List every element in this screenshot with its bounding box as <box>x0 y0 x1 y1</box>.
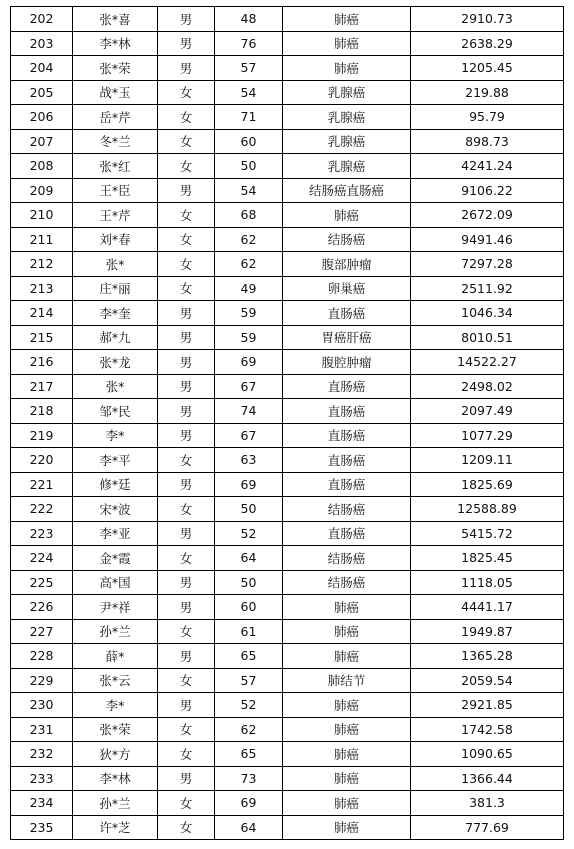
amount-cell: 1825.45 <box>411 546 564 571</box>
record-id-cell: 210 <box>11 203 73 228</box>
diagnosis-cell: 乳腺癌 <box>283 80 411 105</box>
diagnosis-cell: 直肠癌 <box>283 448 411 473</box>
diagnosis-cell: 肺癌 <box>283 717 411 742</box>
table-row <box>11 570 564 595</box>
table-row <box>11 448 564 473</box>
age-cell: 57 <box>215 56 283 81</box>
sex-cell: 女 <box>158 815 215 840</box>
record-id-cell: 234 <box>11 791 73 816</box>
patient-name-cell: 狄*方 <box>73 742 158 767</box>
sex-cell: 女 <box>158 546 215 571</box>
patient-name-cell: 庄*丽 <box>73 276 158 301</box>
diagnosis-cell: 肺结节 <box>283 668 411 693</box>
sex-cell: 男 <box>158 374 215 399</box>
age-cell: 48 <box>215 7 283 32</box>
records-table-body <box>11 7 564 840</box>
patient-name-cell: 张*红 <box>73 154 158 179</box>
table-row <box>11 374 564 399</box>
diagnosis-cell: 直肠癌 <box>283 472 411 497</box>
amount-cell: 381.3 <box>411 791 564 816</box>
amount-cell: 1949.87 <box>411 619 564 644</box>
record-id-cell: 230 <box>11 693 73 718</box>
diagnosis-cell: 直肠癌 <box>283 521 411 546</box>
patient-name-cell: 张*荣 <box>73 56 158 81</box>
sex-cell: 女 <box>158 668 215 693</box>
table-row <box>11 521 564 546</box>
patient-name-cell: 金*霞 <box>73 546 158 571</box>
record-id-cell: 224 <box>11 546 73 571</box>
table-row <box>11 766 564 791</box>
age-cell: 64 <box>215 546 283 571</box>
diagnosis-cell: 结肠癌 <box>283 497 411 522</box>
sex-cell: 女 <box>158 129 215 154</box>
age-cell: 63 <box>215 448 283 473</box>
diagnosis-cell: 直肠癌 <box>283 399 411 424</box>
amount-cell: 898.73 <box>411 129 564 154</box>
record-id-cell: 216 <box>11 350 73 375</box>
patient-name-cell: 张*云 <box>73 668 158 693</box>
amount-cell: 2638.29 <box>411 31 564 56</box>
table-row <box>11 497 564 522</box>
sex-cell: 男 <box>158 570 215 595</box>
diagnosis-cell: 肺癌 <box>283 742 411 767</box>
table-row <box>11 105 564 130</box>
table-row <box>11 546 564 571</box>
patient-name-cell: 宋*波 <box>73 497 158 522</box>
sex-cell: 女 <box>158 497 215 522</box>
table-row <box>11 7 564 32</box>
amount-cell: 2511.92 <box>411 276 564 301</box>
age-cell: 52 <box>215 521 283 546</box>
record-id-cell: 225 <box>11 570 73 595</box>
record-id-cell: 227 <box>11 619 73 644</box>
sex-cell: 女 <box>158 203 215 228</box>
table-row <box>11 178 564 203</box>
record-id-cell: 203 <box>11 31 73 56</box>
amount-cell: 4241.24 <box>411 154 564 179</box>
amount-cell: 7297.28 <box>411 252 564 277</box>
patient-name-cell: 张* <box>73 252 158 277</box>
diagnosis-cell: 肺癌 <box>283 619 411 644</box>
table-row <box>11 129 564 154</box>
age-cell: 64 <box>215 815 283 840</box>
age-cell: 67 <box>215 374 283 399</box>
patient-name-cell: 张* <box>73 374 158 399</box>
amount-cell: 1366.44 <box>411 766 564 791</box>
record-id-cell: 218 <box>11 399 73 424</box>
amount-cell: 777.69 <box>411 815 564 840</box>
age-cell: 62 <box>215 252 283 277</box>
age-cell: 65 <box>215 742 283 767</box>
amount-cell: 1046.34 <box>411 301 564 326</box>
patient-name-cell: 孙*兰 <box>73 619 158 644</box>
sex-cell: 女 <box>158 154 215 179</box>
amount-cell: 2498.02 <box>411 374 564 399</box>
patient-name-cell: 王*臣 <box>73 178 158 203</box>
sex-cell: 男 <box>158 178 215 203</box>
record-id-cell: 211 <box>11 227 73 252</box>
diagnosis-cell: 肺癌 <box>283 693 411 718</box>
record-id-cell: 217 <box>11 374 73 399</box>
diagnosis-cell: 腹腔肿瘤 <box>283 350 411 375</box>
amount-cell: 2921.85 <box>411 693 564 718</box>
record-id-cell: 226 <box>11 595 73 620</box>
record-id-cell: 213 <box>11 276 73 301</box>
patient-name-cell: 张*喜 <box>73 7 158 32</box>
patient-name-cell: 冬*兰 <box>73 129 158 154</box>
diagnosis-cell: 腹部肿瘤 <box>283 252 411 277</box>
age-cell: 69 <box>215 472 283 497</box>
patient-name-cell: 张*龙 <box>73 350 158 375</box>
patient-name-cell: 许*芝 <box>73 815 158 840</box>
age-cell: 73 <box>215 766 283 791</box>
patient-name-cell: 王*芹 <box>73 203 158 228</box>
patient-name-cell: 修*廷 <box>73 472 158 497</box>
amount-cell: 1090.65 <box>411 742 564 767</box>
diagnosis-cell: 胃癌肝癌 <box>283 325 411 350</box>
amount-cell: 1742.58 <box>411 717 564 742</box>
sex-cell: 男 <box>158 472 215 497</box>
age-cell: 68 <box>215 203 283 228</box>
diagnosis-cell: 肺癌 <box>283 31 411 56</box>
sex-cell: 女 <box>158 105 215 130</box>
diagnosis-cell: 结肠癌直肠癌 <box>283 178 411 203</box>
amount-cell: 2097.49 <box>411 399 564 424</box>
table-row <box>11 693 564 718</box>
table-row <box>11 423 564 448</box>
age-cell: 54 <box>215 178 283 203</box>
age-cell: 69 <box>215 791 283 816</box>
diagnosis-cell: 直肠癌 <box>283 423 411 448</box>
diagnosis-cell: 肺癌 <box>283 766 411 791</box>
age-cell: 59 <box>215 301 283 326</box>
amount-cell: 14522.27 <box>411 350 564 375</box>
record-id-cell: 214 <box>11 301 73 326</box>
table-row <box>11 399 564 424</box>
patient-name-cell: 张*荣 <box>73 717 158 742</box>
diagnosis-cell: 结肠癌 <box>283 546 411 571</box>
record-id-cell: 228 <box>11 644 73 669</box>
diagnosis-cell: 肺癌 <box>283 56 411 81</box>
sex-cell: 男 <box>158 766 215 791</box>
sex-cell: 男 <box>158 7 215 32</box>
table-row <box>11 325 564 350</box>
amount-cell: 12588.89 <box>411 497 564 522</box>
diagnosis-cell: 直肠癌 <box>283 374 411 399</box>
age-cell: 50 <box>215 570 283 595</box>
sex-cell: 女 <box>158 619 215 644</box>
age-cell: 49 <box>215 276 283 301</box>
diagnosis-cell: 卵巢癌 <box>283 276 411 301</box>
table-row <box>11 203 564 228</box>
age-cell: 69 <box>215 350 283 375</box>
sex-cell: 男 <box>158 325 215 350</box>
table-row <box>11 276 564 301</box>
record-id-cell: 209 <box>11 178 73 203</box>
record-id-cell: 223 <box>11 521 73 546</box>
patient-name-cell: 李*亚 <box>73 521 158 546</box>
table-row <box>11 595 564 620</box>
sex-cell: 女 <box>158 227 215 252</box>
table-row <box>11 815 564 840</box>
table-row <box>11 644 564 669</box>
record-id-cell: 208 <box>11 154 73 179</box>
patient-name-cell: 岳*芹 <box>73 105 158 130</box>
record-id-cell: 235 <box>11 815 73 840</box>
record-id-cell: 212 <box>11 252 73 277</box>
sex-cell: 男 <box>158 31 215 56</box>
diagnosis-cell: 结肠癌 <box>283 227 411 252</box>
patient-name-cell: 李* <box>73 693 158 718</box>
record-id-cell: 232 <box>11 742 73 767</box>
age-cell: 65 <box>215 644 283 669</box>
sex-cell: 男 <box>158 521 215 546</box>
diagnosis-cell: 肺癌 <box>283 791 411 816</box>
diagnosis-cell: 乳腺癌 <box>283 129 411 154</box>
age-cell: 61 <box>215 619 283 644</box>
diagnosis-cell: 直肠癌 <box>283 301 411 326</box>
sex-cell: 男 <box>158 423 215 448</box>
sex-cell: 女 <box>158 276 215 301</box>
table-row <box>11 472 564 497</box>
amount-cell: 2672.09 <box>411 203 564 228</box>
table-row <box>11 717 564 742</box>
sex-cell: 女 <box>158 80 215 105</box>
amount-cell: 1205.45 <box>411 56 564 81</box>
diagnosis-cell: 肺癌 <box>283 595 411 620</box>
age-cell: 52 <box>215 693 283 718</box>
amount-cell: 1825.69 <box>411 472 564 497</box>
patient-name-cell: 高*国 <box>73 570 158 595</box>
record-id-cell: 222 <box>11 497 73 522</box>
patient-name-cell: 李* <box>73 423 158 448</box>
patient-name-cell: 战*玉 <box>73 80 158 105</box>
record-id-cell: 207 <box>11 129 73 154</box>
record-id-cell: 221 <box>11 472 73 497</box>
record-id-cell: 220 <box>11 448 73 473</box>
amount-cell: 9106.22 <box>411 178 564 203</box>
age-cell: 50 <box>215 154 283 179</box>
age-cell: 60 <box>215 595 283 620</box>
record-id-cell: 204 <box>11 56 73 81</box>
amount-cell: 2910.73 <box>411 7 564 32</box>
sex-cell: 男 <box>158 56 215 81</box>
table-row <box>11 56 564 81</box>
sex-cell: 女 <box>158 252 215 277</box>
amount-cell: 9491.46 <box>411 227 564 252</box>
table-row <box>11 742 564 767</box>
amount-cell: 1365.28 <box>411 644 564 669</box>
patient-name-cell: 邹*民 <box>73 399 158 424</box>
table-row <box>11 791 564 816</box>
patient-name-cell: 李*平 <box>73 448 158 473</box>
sex-cell: 男 <box>158 644 215 669</box>
sex-cell: 男 <box>158 350 215 375</box>
age-cell: 59 <box>215 325 283 350</box>
patient-name-cell: 尹*祥 <box>73 595 158 620</box>
age-cell: 57 <box>215 668 283 693</box>
record-id-cell: 233 <box>11 766 73 791</box>
age-cell: 60 <box>215 129 283 154</box>
diagnosis-cell: 肺癌 <box>283 815 411 840</box>
age-cell: 62 <box>215 227 283 252</box>
record-id-cell: 231 <box>11 717 73 742</box>
sex-cell: 男 <box>158 301 215 326</box>
record-id-cell: 215 <box>11 325 73 350</box>
amount-cell: 1209.11 <box>411 448 564 473</box>
table-row <box>11 301 564 326</box>
patient-name-cell: 李*林 <box>73 766 158 791</box>
amount-cell: 2059.54 <box>411 668 564 693</box>
amount-cell: 1118.05 <box>411 570 564 595</box>
diagnosis-cell: 乳腺癌 <box>283 154 411 179</box>
table-row <box>11 619 564 644</box>
age-cell: 62 <box>215 717 283 742</box>
amount-cell: 1077.29 <box>411 423 564 448</box>
age-cell: 76 <box>215 31 283 56</box>
amount-cell: 95.79 <box>411 105 564 130</box>
age-cell: 50 <box>215 497 283 522</box>
patient-name-cell: 薛* <box>73 644 158 669</box>
table-row <box>11 154 564 179</box>
amount-cell: 5415.72 <box>411 521 564 546</box>
patient-name-cell: 李*林 <box>73 31 158 56</box>
record-id-cell: 206 <box>11 105 73 130</box>
table-row <box>11 350 564 375</box>
amount-cell: 8010.51 <box>411 325 564 350</box>
table-row <box>11 31 564 56</box>
sex-cell: 男 <box>158 399 215 424</box>
patient-name-cell: 李*奎 <box>73 301 158 326</box>
diagnosis-cell: 肺癌 <box>283 644 411 669</box>
patient-name-cell: 郝*九 <box>73 325 158 350</box>
record-id-cell: 202 <box>11 7 73 32</box>
amount-cell: 4441.17 <box>411 595 564 620</box>
amount-cell: 219.88 <box>411 80 564 105</box>
sex-cell: 女 <box>158 791 215 816</box>
sex-cell: 女 <box>158 717 215 742</box>
diagnosis-cell: 结肠癌 <box>283 570 411 595</box>
record-id-cell: 219 <box>11 423 73 448</box>
table-row <box>11 668 564 693</box>
table-row <box>11 80 564 105</box>
records-table <box>10 6 564 840</box>
patient-name-cell: 孙*兰 <box>73 791 158 816</box>
age-cell: 54 <box>215 80 283 105</box>
sex-cell: 男 <box>158 595 215 620</box>
record-id-cell: 229 <box>11 668 73 693</box>
diagnosis-cell: 乳腺癌 <box>283 105 411 130</box>
diagnosis-cell: 肺癌 <box>283 203 411 228</box>
sex-cell: 女 <box>158 742 215 767</box>
diagnosis-cell: 肺癌 <box>283 7 411 32</box>
age-cell: 67 <box>215 423 283 448</box>
table-row <box>11 227 564 252</box>
record-id-cell: 205 <box>11 80 73 105</box>
age-cell: 71 <box>215 105 283 130</box>
sex-cell: 男 <box>158 693 215 718</box>
table-row <box>11 252 564 277</box>
age-cell: 74 <box>215 399 283 424</box>
patient-name-cell: 刘*春 <box>73 227 158 252</box>
sex-cell: 女 <box>158 448 215 473</box>
